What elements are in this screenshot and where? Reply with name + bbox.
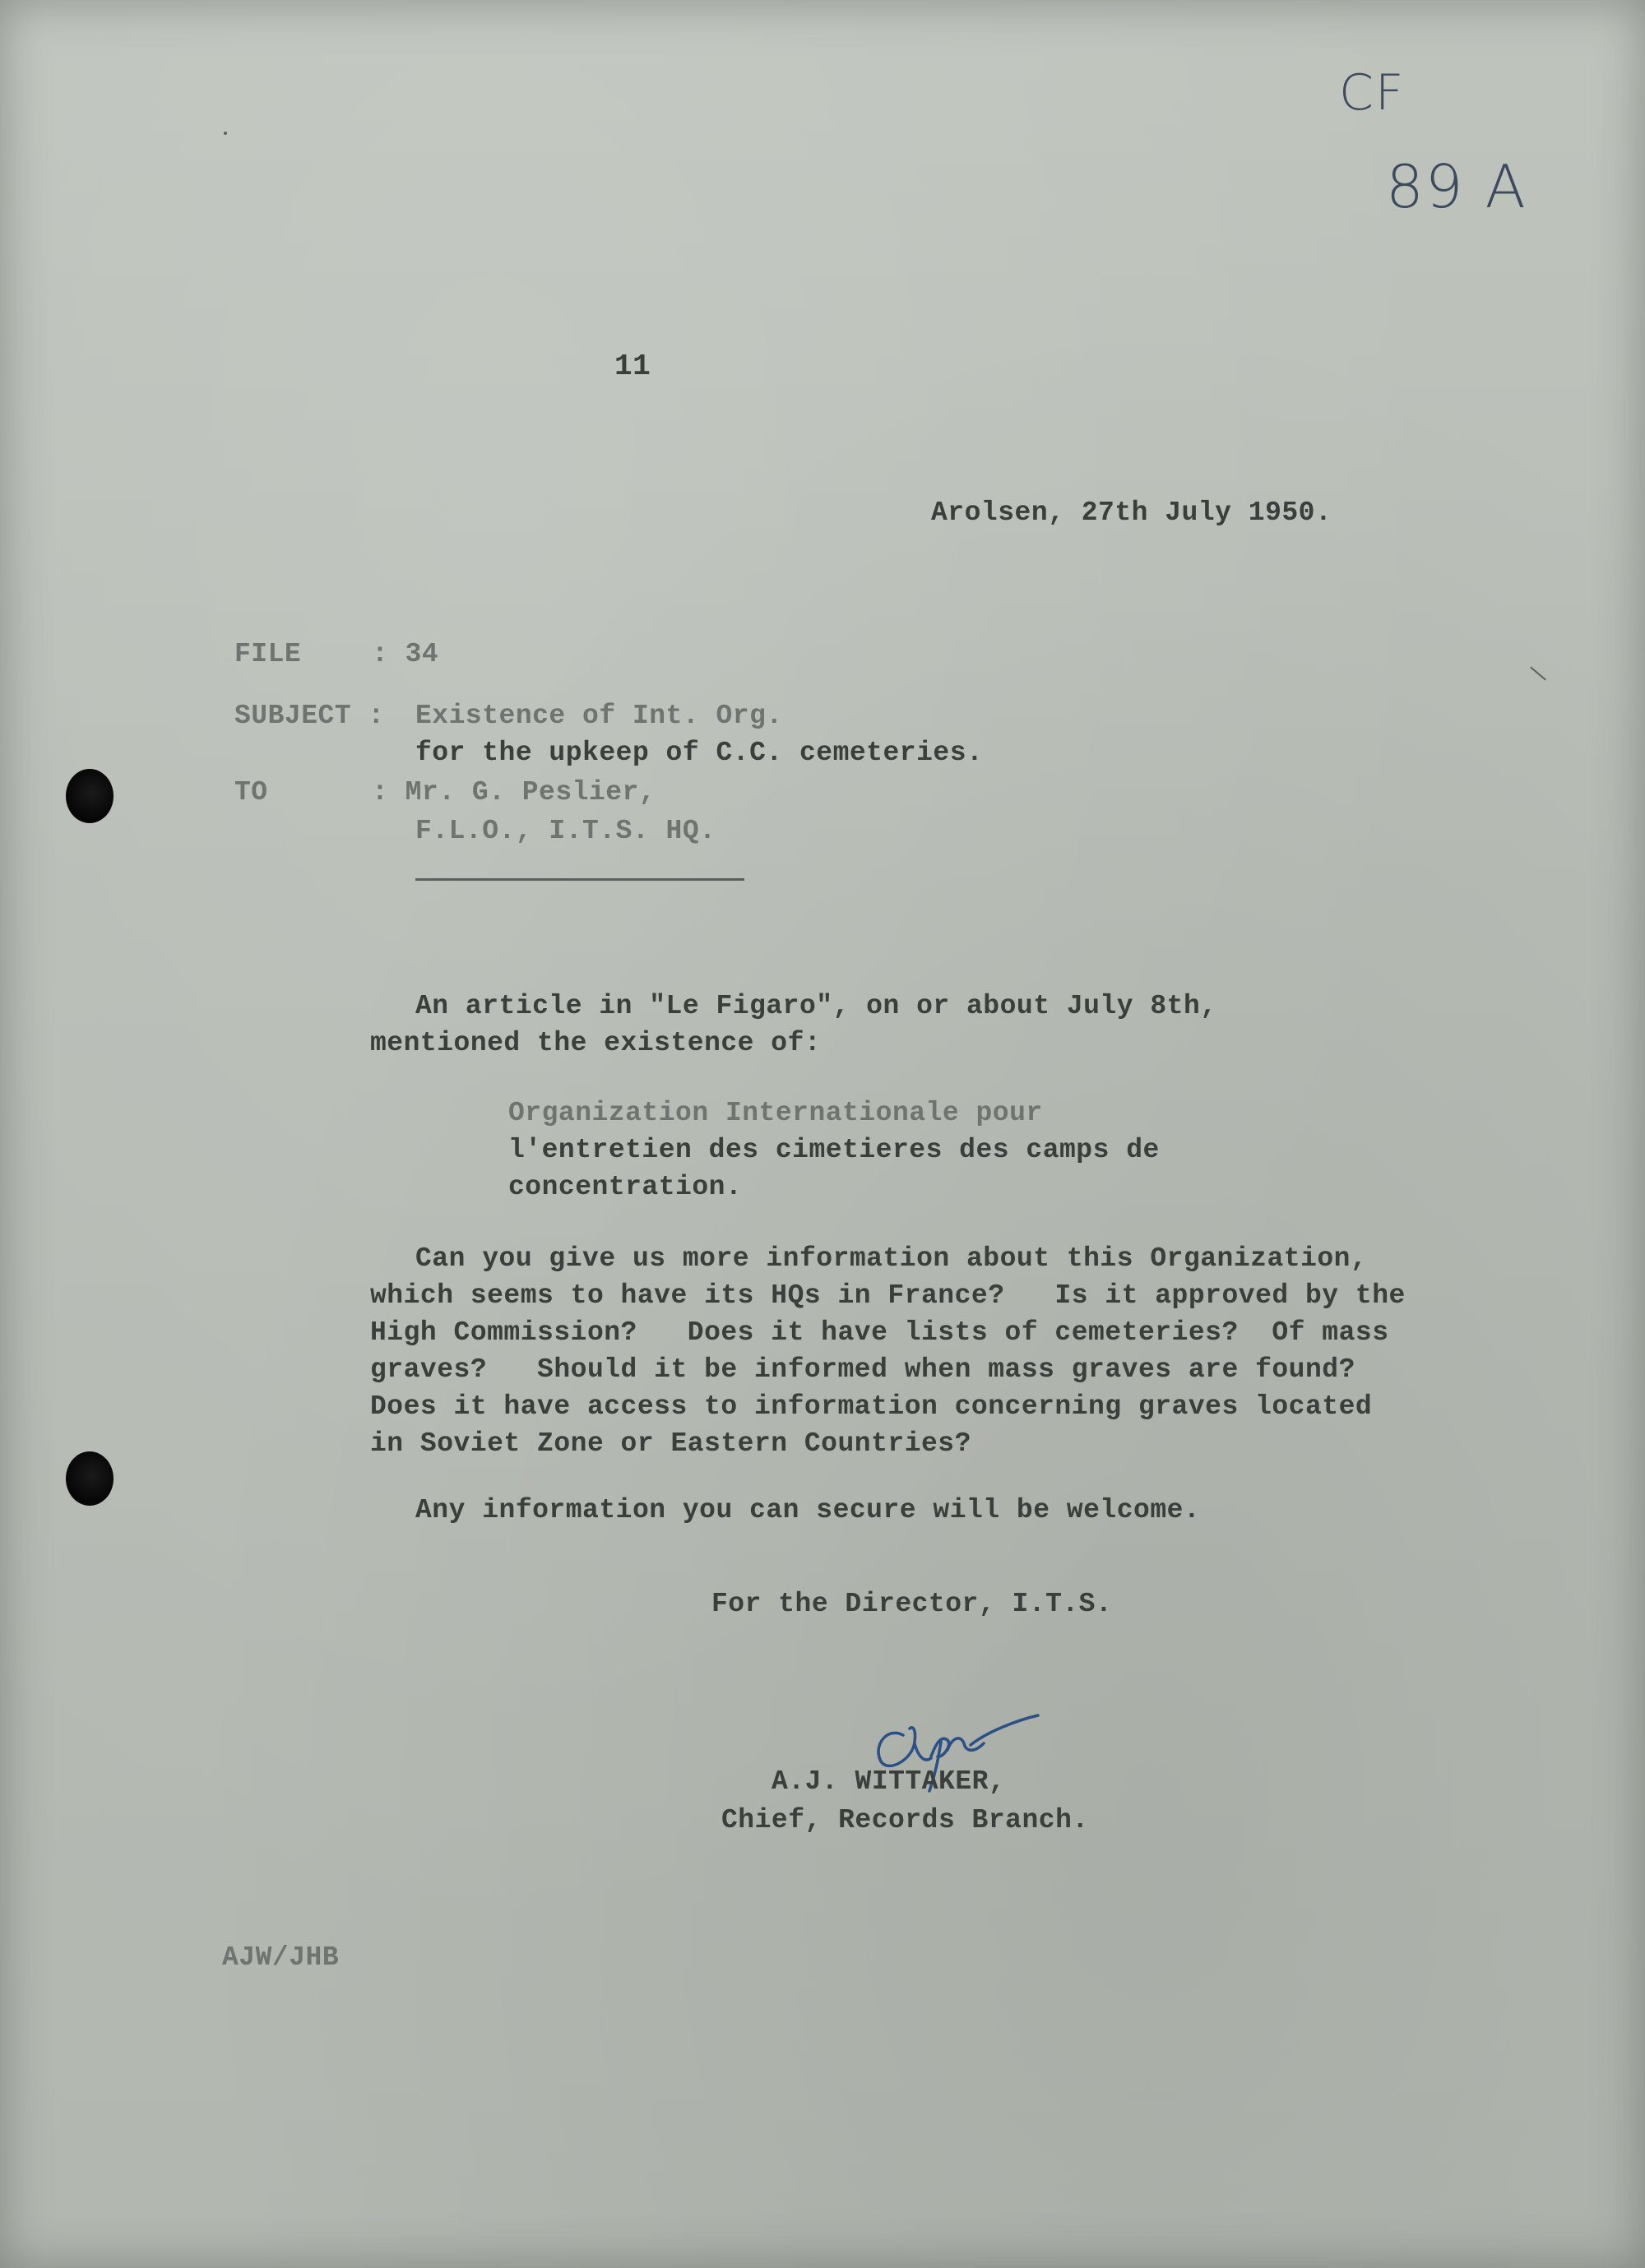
quote-line-3: concentration. <box>508 1172 743 1202</box>
para2-line-6: in Soviet Zone or Eastern Countries? <box>370 1428 971 1459</box>
header-divider <box>415 878 744 881</box>
para2-line-2: which seems to have its HQs in France? Is it approved by the <box>370 1280 1406 1311</box>
closing-line: For the Director, I.T.S. <box>711 1589 1113 1619</box>
para2-line-1: Can you give us more information about this Organization, <box>415 1243 1368 1274</box>
para2-line-4: graves? Should it be informed when mass graves are found? <box>370 1354 1355 1385</box>
para1-line-2: mentioned the existence of: <box>370 1028 822 1058</box>
signer-name: A.J. WITTAKER, <box>772 1766 1006 1797</box>
para1-line-1: An article in "Le Figaro", on or about July 8th, <box>415 991 1217 1021</box>
date-line: Arolsen, 27th July 1950. <box>931 498 1332 528</box>
file-value: : 34 <box>372 639 439 669</box>
to-line-1: : Mr. G. Peslier, <box>372 777 656 808</box>
quote-line-2: l'entretien des cimetieres des camps de <box>508 1135 1160 1165</box>
to-label: TO <box>234 777 268 808</box>
subject-line-1: Existence of Int. Org. <box>415 701 783 731</box>
subject-line-2: for the upkeep of C.C. cemeteries. <box>415 738 984 768</box>
pencil-annotation-cf: CF <box>1339 64 1406 122</box>
quote-line-1: Organization Internationale pour <box>508 1098 1043 1128</box>
page-number: 11 <box>614 349 651 383</box>
stray-mark <box>1530 667 1546 681</box>
reference-initials: AJW/JHB <box>222 1942 340 1973</box>
file-label: FILE <box>234 639 302 669</box>
signer-title: Chief, Records Branch. <box>721 1805 1089 1835</box>
para3-line: Any information you can secure will be welcome. <box>415 1495 1201 1525</box>
subject-label: SUBJECT : <box>234 701 385 731</box>
punch-hole-bottom <box>66 1451 114 1506</box>
punch-hole-top <box>66 769 114 823</box>
to-line-2: F.L.O., I.T.S. HQ. <box>415 816 716 846</box>
para2-line-5: Does it have access to information concerning graves located <box>370 1391 1373 1422</box>
para2-line-3: High Commission? Does it have lists of cemeteries? Of mass <box>370 1317 1389 1348</box>
pencil-annotation-number: 89 A <box>1386 152 1527 221</box>
stray-mark <box>224 132 227 135</box>
